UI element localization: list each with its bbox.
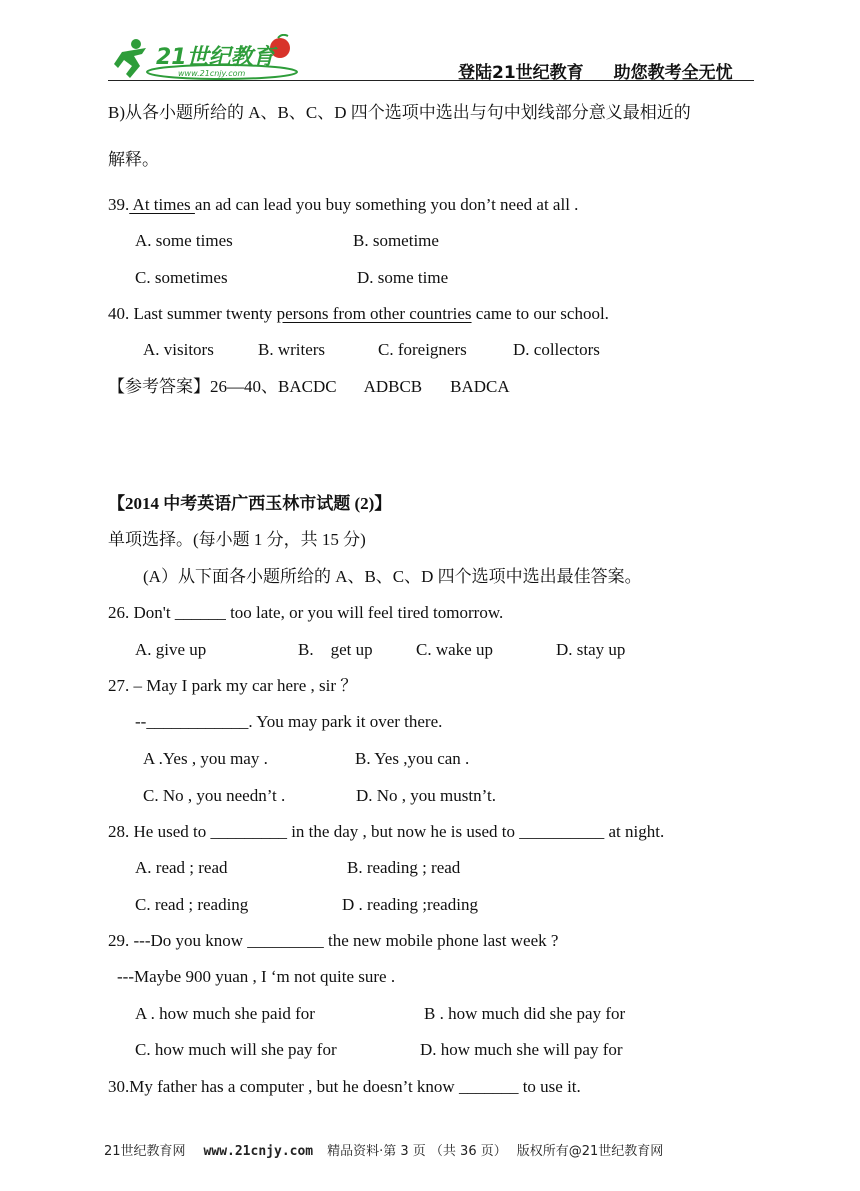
slogan-part-2: 助您教考全无忧	[613, 63, 733, 83]
q27-option-a: A .Yes , you may .	[143, 749, 268, 768]
q27-option-b: B. Yes ,you can .	[355, 749, 470, 768]
question-29-stem: 29. ---Do you know _________ the new mobile phone last week ?	[108, 931, 559, 950]
q29-option-c: C. how much will she pay for	[135, 1040, 337, 1059]
q29-option-b: B . how much did she pay for	[424, 1004, 626, 1023]
q39-rest: an ad can lead you buy something you don’t need at all .	[194, 195, 579, 214]
slogan-part-1: 登陆21世纪教育	[458, 63, 584, 83]
q28-option-d: D . reading ;reading	[342, 895, 478, 914]
q40-underlined-phrase: persons from other countries	[276, 304, 472, 323]
footer-page-info: 精品资料·第 3 页 （共 36 页）	[327, 1144, 507, 1159]
question-27-stem: 27. – May I park my car here , sir ？	[108, 676, 358, 695]
site-logo	[112, 34, 302, 84]
q28-option-b: B. reading ; read	[347, 858, 461, 877]
question-39-stem	[108, 195, 578, 215]
q40-option-c: C. foreigners	[378, 340, 467, 359]
question-26-stem: 26. Don't ______ too late, or you will feel tired tomorrow.	[108, 603, 504, 622]
q40-option-a: A. visitors	[143, 340, 214, 359]
question-40-stem	[108, 304, 609, 324]
q39-number: 39.	[108, 195, 130, 214]
q27-option-d: D. No , you mustn’t.	[356, 786, 496, 805]
q29-reply: ---Maybe 900 yuan , I ‘m not quite sure .	[117, 967, 396, 986]
q26-option-b: B. get up	[298, 640, 373, 659]
logo-text: 21世纪教育	[156, 45, 275, 70]
q27-option-c: C. No , you needn’t .	[143, 786, 286, 805]
q39-option-d: D. some time	[357, 268, 449, 287]
footer-site-name: 21世纪教育网	[104, 1144, 186, 1159]
footer-copyright: 版权所有@21世纪教育网	[516, 1144, 664, 1159]
answer-key-group-2: ADBCB	[363, 377, 423, 396]
q40-after: came to our school.	[471, 304, 609, 323]
q26-option-a: A. give up	[135, 640, 207, 659]
q40-option-d: D. collectors	[513, 340, 600, 359]
logo-graphic	[112, 34, 302, 84]
section-b-instruction-line1: B)从各小题所给的 A、B、C、D 四个选项中选出与句中划线部分意义最相近的	[108, 103, 691, 122]
q40-before: 40. Last summer twenty	[108, 304, 277, 323]
section-a-instruction: (A）从下面各小题所给的 A、B、C、D 四个选项中选出最佳答案。	[143, 567, 642, 586]
q39-option-c: C. sometimes	[135, 268, 228, 287]
part-intro: 单项选择。(每小题 1 分，共 15 分)	[108, 530, 366, 549]
exam-title: 【2014 中考英语广西玉林市试题 (2)】	[108, 494, 392, 513]
answer-key-group-3: BADCA	[450, 377, 510, 396]
q29-option-a: A . how much she paid for	[135, 1004, 315, 1023]
q39-underlined-phrase: At times	[129, 195, 195, 214]
q28-option-a: A. read ; read	[135, 858, 228, 877]
q27-reply: --____________. You may park it over there.	[135, 712, 443, 731]
q40-option-b: B. writers	[258, 340, 326, 359]
page-footer	[104, 1140, 663, 1159]
footer-url: www.21cnjy.com	[203, 1144, 314, 1159]
question-28-stem: 28. He used to _________ in the day , but now he is used to __________ at night.	[108, 822, 665, 841]
header-divider	[108, 80, 754, 81]
logo-url: www.21cnjy.com	[178, 69, 246, 78]
answer-key-label: 【参考答案】26—40、BACDC	[108, 377, 337, 396]
question-30-stem: 30.My father has a computer , but he doesn’t know _______ to use it.	[108, 1077, 581, 1096]
answer-key	[108, 377, 510, 397]
q29-option-d: D. how much she will pay for	[420, 1040, 623, 1059]
q39-option-b: B. sometime	[353, 231, 439, 250]
q26-option-d: D. stay up	[556, 640, 626, 659]
q39-option-a: A. some times	[135, 231, 233, 250]
q28-option-c: C. read ; reading	[135, 895, 249, 914]
section-b-instruction-line2: 解释。	[108, 150, 159, 169]
q26-option-c: C. wake up	[416, 640, 493, 659]
